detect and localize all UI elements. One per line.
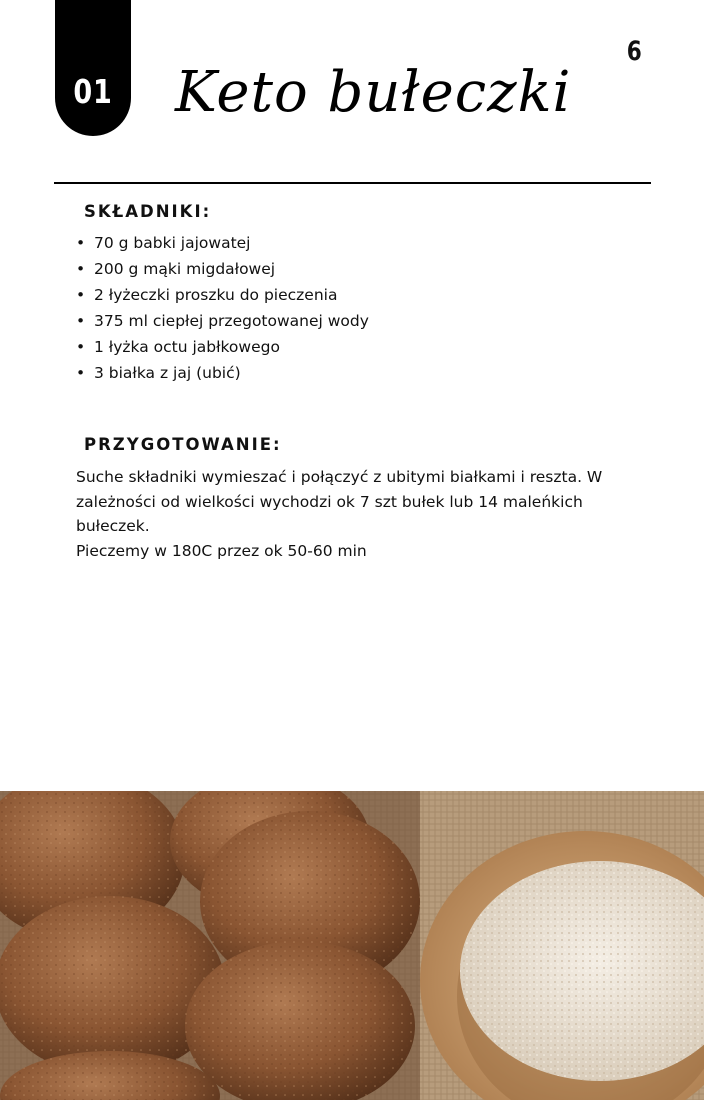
bread-rolls [0, 791, 420, 1100]
recipe-title: Keto bułeczki [175, 60, 572, 125]
food-photo [0, 791, 704, 1100]
list-item [76, 360, 369, 386]
bread-rolls-photo [0, 791, 704, 1100]
ingredient-text: 2 łyżeczki proszku do pieczenia [94, 286, 338, 304]
list-item [76, 256, 369, 282]
page-number: 6 [626, 36, 642, 67]
bullet-icon: • [76, 286, 86, 304]
bullet-icon: • [76, 338, 86, 356]
preparation-text [76, 465, 646, 563]
ingredient-text: 375 ml ciepłej przegotowanej wody [94, 312, 369, 330]
preparation-paragraph: Suche składniki wymieszać i połączyć z ubitymi białkami i reszta. W zależności od wielkości wychodzi ok 7 szt bułek lub 14 maleńkich bułeczek. [76, 468, 603, 535]
ingredients-heading: SKŁADNIKI: [84, 202, 212, 221]
chapter-tab [55, 0, 131, 136]
title-divider [54, 182, 651, 184]
list-item [76, 334, 369, 360]
list-item [76, 282, 369, 308]
chapter-number: 01 [73, 72, 113, 111]
ingredient-text: 3 białka z jaj (ubić) [94, 364, 241, 382]
bullet-icon: • [76, 234, 86, 252]
list-item [76, 230, 369, 256]
ingredient-text: 1 łyżka octu jabłkowego [94, 338, 280, 356]
bullet-icon: • [76, 312, 86, 330]
ingredient-text: 200 g mąki migdałowej [94, 260, 276, 278]
list-item [76, 308, 369, 334]
ingredient-text: 70 g babki jajowatej [94, 234, 251, 252]
preparation-paragraph: Pieczemy w 180C przez ok 50-60 min [76, 541, 367, 560]
bullet-icon: • [76, 260, 86, 278]
bullet-icon: • [76, 364, 86, 382]
ingredients-list [76, 230, 369, 386]
preparation-heading: PRZYGOTOWANIE: [84, 435, 282, 454]
